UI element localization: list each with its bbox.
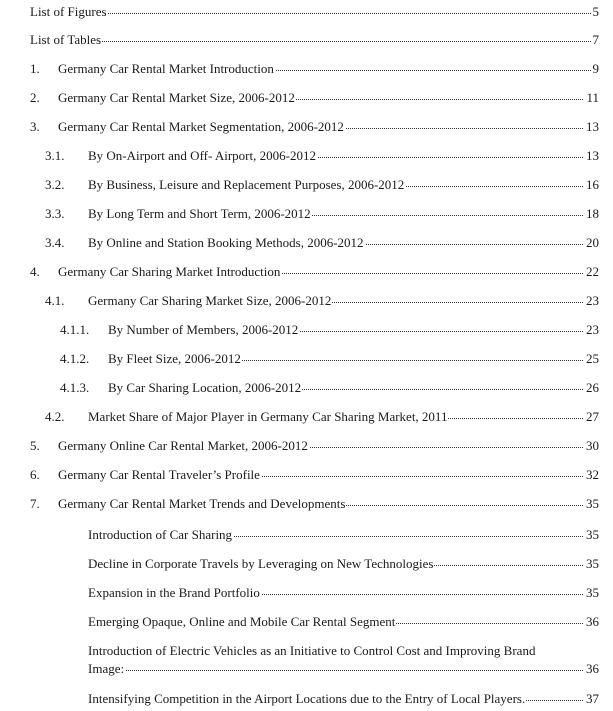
dot-leader — [30, 13, 593, 14]
toc-page-number: 5 — [592, 4, 599, 19]
toc-entry-number: 3.2. — [45, 177, 65, 192]
toc-entry-trend-airport-competition[interactable] — [0, 690, 613, 708]
toc-entry-number: 1. — [30, 61, 40, 76]
toc-entry-title: By On-Airport and Off- Airport, 2006-2012 — [88, 148, 316, 163]
toc-entry-title: Market Share of Major Player in Germany Car Sharing Market, 2011 — [88, 409, 448, 424]
toc-entry-title: Expansion in the Brand Portfolio — [88, 585, 260, 600]
toc-entry-title: By Online and Station Booking Methods, 2006-2012 — [88, 235, 364, 250]
toc-entry-number: 4.1.2. — [60, 351, 90, 366]
toc-entry-3-4[interactable] — [0, 234, 613, 252]
toc-entry-number: 5. — [30, 438, 40, 453]
toc-entry-title: By Number of Members, 2006-2012 — [108, 322, 299, 337]
toc-entry-title: Germany Online Car Rental Market, 2006-2012 — [58, 438, 308, 453]
toc-entry-title: Germany Car Rental Market Trends and Developments — [58, 496, 346, 511]
toc-entry-number: 4.2. — [45, 409, 65, 424]
toc-entry-number: 4. — [30, 264, 40, 279]
toc-entry-title: Germany Car Rental Market Segmentation, 2006-2012 — [58, 119, 344, 134]
toc-page-number: 22 — [586, 264, 599, 279]
toc-entry-4-2[interactable] — [0, 408, 613, 426]
toc-page-number: 35 — [586, 556, 599, 571]
toc-entry-title: By Car Sharing Location, 2006-2012 — [108, 380, 302, 395]
toc-entry-title: Germany Car Sharing Market Size, 2006-2012 — [88, 293, 332, 308]
toc-entry-4-1-2[interactable] — [0, 350, 613, 368]
toc-entry-title: Introduction of Car Sharing — [88, 527, 233, 542]
toc-entry-number: 3. — [30, 119, 40, 134]
toc-page-number: 23 — [586, 322, 599, 337]
toc-page-number: 9 — [592, 61, 599, 76]
toc-page-number: 13 — [586, 119, 599, 134]
toc-page-number: 32 — [586, 467, 599, 482]
toc-page-number: 35 — [586, 585, 599, 600]
toc-entry-number: 4.1.1. — [60, 322, 90, 337]
toc-entry-number: 6. — [30, 467, 40, 482]
toc-page-number: 36 — [586, 661, 599, 676]
toc-page-number: 27 — [586, 409, 599, 424]
toc-entry-6[interactable] — [0, 466, 613, 484]
toc-entry-3[interactable] — [0, 118, 613, 136]
toc-entry-4-1-3[interactable] — [0, 379, 613, 397]
toc-entry-2[interactable] — [0, 89, 613, 107]
toc-entry-1[interactable] — [0, 60, 613, 78]
toc-entry-trend-electric-vehicles[interactable] — [0, 642, 613, 678]
toc-entry-number: 4.1.3. — [60, 380, 90, 395]
toc-page-number: 13 — [586, 148, 599, 163]
toc-entry-3-2[interactable] — [0, 176, 613, 194]
toc-entry-number: 4.1. — [45, 293, 65, 308]
toc-entry-title: Emerging Opaque, Online and Mobile Car Rental Segment — [88, 614, 396, 629]
toc-entry-title: Germany Car Sharing Market Introduction — [58, 264, 281, 279]
toc-entry-title: Decline in Corporate Travels by Leveraging on New Technologies — [88, 556, 434, 571]
toc-entry-title-line1: Introduction of Electric Vehicles as an Initiative to Control Cost and Improving Brand — [88, 643, 536, 658]
toc-page-number: 16 — [586, 177, 599, 192]
toc-page-number: 11 — [586, 90, 599, 105]
toc-entry-title: Germany Car Rental Traveler’s Profile — [58, 467, 260, 482]
toc-page-number: 26 — [586, 380, 599, 395]
toc-page-number: 20 — [586, 235, 599, 250]
toc-page-number: 35 — [586, 496, 599, 511]
toc-entry-title: List of Figures — [30, 4, 107, 19]
toc-entry-number: 2. — [30, 90, 40, 105]
toc-entry-number: 3.1. — [45, 148, 65, 163]
toc-entry-5[interactable] — [0, 437, 613, 455]
toc-page-number: 36 — [586, 614, 599, 629]
toc-entry-4[interactable] — [0, 263, 613, 281]
toc-entry-title: By Fleet Size, 2006-2012 — [108, 351, 241, 366]
dot-leader — [30, 41, 593, 42]
toc-entry-trend-car-sharing[interactable] — [0, 526, 613, 544]
toc-entry-number: 7. — [30, 496, 40, 511]
toc-entry-7[interactable] — [0, 495, 613, 513]
toc-entry-3-3[interactable] — [0, 205, 613, 223]
toc-entry-title: By Business, Leisure and Replacement Purposes, 2006-2012 — [88, 177, 405, 192]
toc-entry-title: List of Tables — [30, 32, 102, 47]
toc-entry-title: Germany Car Rental Market Size, 2006-2012 — [58, 90, 295, 105]
toc-entry-4-1[interactable] — [0, 292, 613, 310]
toc-page-number: 37 — [586, 691, 599, 706]
toc-entry-title: By Long Term and Short Term, 2006-2012 — [88, 206, 311, 221]
toc-page-number: 23 — [586, 293, 599, 308]
toc-page-number: 7 — [592, 32, 599, 47]
toc-entry-number: 3.4. — [45, 235, 65, 250]
toc-entry-4-1-1[interactable] — [0, 321, 613, 339]
toc-page-number: 35 — [586, 527, 599, 542]
toc-entry-title: Germany Car Rental Market Introduction — [58, 61, 274, 76]
toc-page-number: 30 — [586, 438, 599, 453]
dot-leader — [88, 670, 589, 671]
toc-entry-trend-opaque-online-mobile[interactable] — [0, 613, 613, 631]
toc-page-number: 25 — [586, 351, 599, 366]
toc-entry-trend-brand-portfolio[interactable] — [0, 584, 613, 602]
toc-entry-list-of-tables[interactable] — [0, 31, 613, 49]
toc-entry-3-1[interactable] — [0, 147, 613, 165]
toc-entry-title-line2: Image: — [88, 661, 125, 676]
toc-entry-title: Intensifying Competition in the Airport Locations due to the Entry of Local Players. — [88, 691, 526, 706]
toc-entry-trend-corporate-travels[interactable] — [0, 555, 613, 573]
toc-entry-number: 3.3. — [45, 206, 65, 221]
toc-entry-list-of-figures[interactable] — [0, 3, 613, 21]
toc-page-number: 18 — [586, 206, 599, 221]
